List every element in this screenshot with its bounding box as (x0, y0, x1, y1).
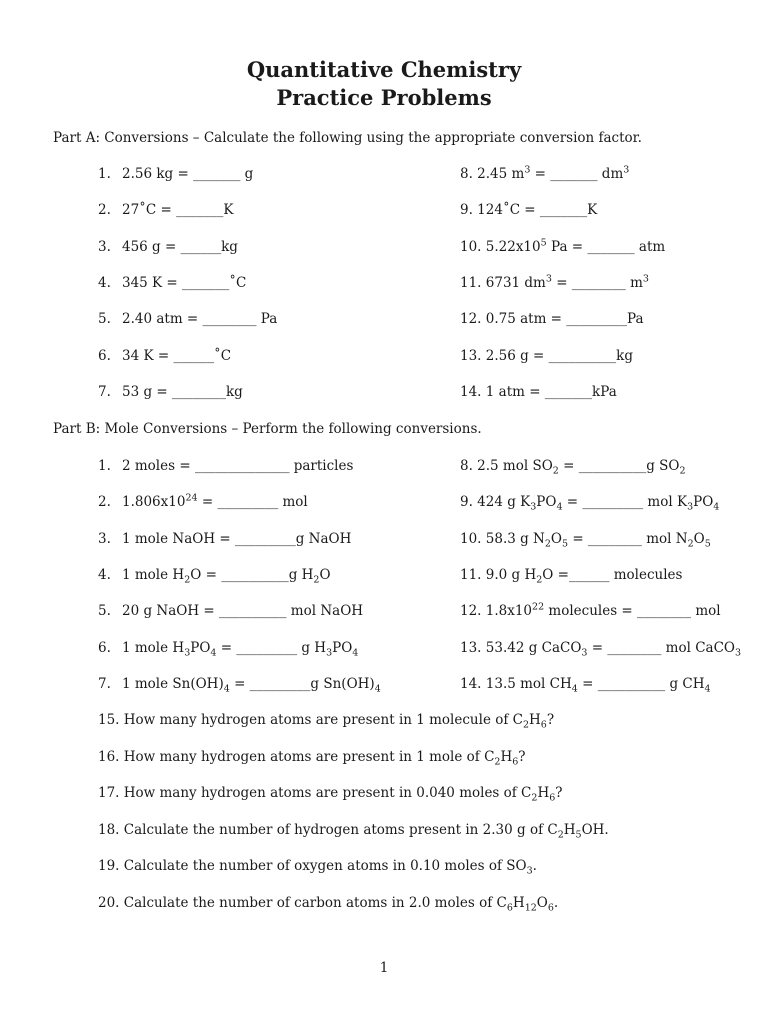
problem-number: 4. (98, 274, 111, 291)
question-row (0, 710, 768, 730)
part-b-row (0, 601, 768, 621)
problem-number: 7. (98, 675, 111, 692)
problem-text: $1.806x10^{24}$ = _________ mol (122, 492, 308, 511)
question-text: 20. Calculate the number of carbon atoms in 2.0 moles of $C_6H_{12}O_6$. (98, 894, 559, 914)
problem-number: 2. (98, 494, 111, 511)
problem-text: 12. $1.8x10^{22}$ molecules = ________ mol (460, 601, 721, 620)
problem-text: 20 g NaOH = __________ mol NaOH (122, 603, 364, 620)
title-line-2: Practice Problems (276, 85, 492, 110)
problem-text: 345 K = _______˚C (122, 274, 247, 291)
page-number: 1 (379, 960, 389, 976)
problem-text: 13. 2.56 g = __________kg (460, 347, 633, 364)
problem-text: 14. 1 atm = _______kPa (460, 383, 617, 400)
part-a-heading: Part A: Conversions – Calculate the following using the appropriate conversion factor. (53, 130, 642, 146)
part-a-row (0, 273, 768, 293)
question-text: 16. How many hydrogen atoms are present in 1 mole of $C_2H_6$? (98, 748, 526, 768)
part-b-heading: Part B: Mole Conversions – Perform the following conversions. (53, 421, 482, 437)
problem-text: 8. 2.45 $m^3$ = _______ $dm^3$ (460, 164, 630, 182)
problem-text: 14. 13.5 mol $CH_4$ = __________ g $CH_4$ (460, 675, 711, 695)
problem-text: 456 g = ______kg (122, 238, 238, 255)
problem-number: 2. (98, 202, 111, 219)
problem-text: 10. $5.22x10^5$ Pa = _______ atm (460, 237, 666, 255)
problem-text: 1 mole NaOH = _________g NaOH (122, 530, 352, 547)
problem-number: 7. (98, 383, 111, 400)
question-row (0, 820, 768, 840)
part-b-row (0, 674, 768, 694)
problem-number: 6. (98, 639, 111, 656)
problem-number: 5. (98, 603, 111, 620)
question-text: 17. How many hydrogen atoms are present in 0.040 moles of $C_2H_6$? (98, 785, 563, 804)
problem-text: 2.56 kg = _______ g (122, 166, 254, 182)
part-a-row (0, 164, 768, 184)
problem-text: 9. 424 g $K_3PO_4$ = _________ mol $K_3PO_4$ (460, 494, 720, 513)
problem-text: 8. 2.5 mol $SO_2$ = __________g $SO_2$ (460, 458, 686, 477)
question-text: 15. How many hydrogen atoms are present in 1 molecule of $C_2H_6$? (98, 712, 555, 731)
problem-number: 4. (98, 566, 111, 583)
problem-text: 10. 58.3 g $N_2O_5$ = ________ mol $N_2O_5$ (460, 530, 711, 550)
part-b-row (0, 492, 768, 512)
problem-text: 27˚C = _______K (122, 202, 234, 219)
problem-number: 5. (98, 311, 111, 328)
problem-text: 34 K = ______˚C (122, 347, 232, 364)
part-a-row (0, 309, 768, 329)
problem-text: 2 moles = ______________ particles (122, 458, 354, 474)
page-title (0, 56, 768, 112)
part-b-row (0, 529, 768, 549)
part-a-row (0, 382, 768, 402)
problem-text: 2.40 atm = ________ Pa (122, 311, 278, 328)
problem-text: 12. 0.75 atm = _________Pa (460, 311, 644, 328)
part-b-row (0, 638, 768, 658)
problem-text: 1 mole $H_3PO_4$ = _________ g $H_3PO_4$ (122, 639, 359, 659)
question-text: 18. Calculate the number of hydrogen atoms present in 2.30 g of $C_2H_5OH$. (98, 821, 609, 841)
question-row (0, 856, 768, 876)
problem-number: 1. (98, 458, 111, 474)
question-text: 19. Calculate the number of oxygen atoms in 0.10 moles of $SO_3$. (98, 858, 537, 877)
problem-text: 1 mole $H_2O$ = __________g $H_2O$ (122, 566, 331, 586)
title-line-1: Quantitative Chemistry (246, 57, 522, 82)
problem-text: 1 mole $Sn(OH)_4$ = _________g $Sn(OH)_4$ (122, 675, 381, 695)
part-b-row (0, 565, 768, 585)
problem-text: 11. 6731 $dm^3$ = ________ $m^3$ (460, 273, 649, 291)
part-a-row (0, 200, 768, 220)
problem-number: 6. (98, 347, 111, 364)
problem-text: 53 g = ________kg (122, 383, 243, 400)
problem-text: 13. 53.42 g CaCO$_3$ = ________ mol CaCO$_3$ (460, 639, 742, 659)
problem-number: 3. (98, 530, 111, 547)
problem-text: 9. 124˚C = _______K (460, 202, 598, 219)
problem-text: 11. 9.0 g $H_2O$ =______ molecules (460, 566, 683, 586)
question-row (0, 747, 768, 767)
problem-number: 1. (98, 166, 111, 182)
question-row (0, 783, 768, 803)
problem-number: 3. (98, 238, 111, 255)
part-a-row (0, 346, 768, 366)
part-a-row (0, 237, 768, 257)
question-row (0, 893, 768, 913)
part-b-row (0, 456, 768, 476)
